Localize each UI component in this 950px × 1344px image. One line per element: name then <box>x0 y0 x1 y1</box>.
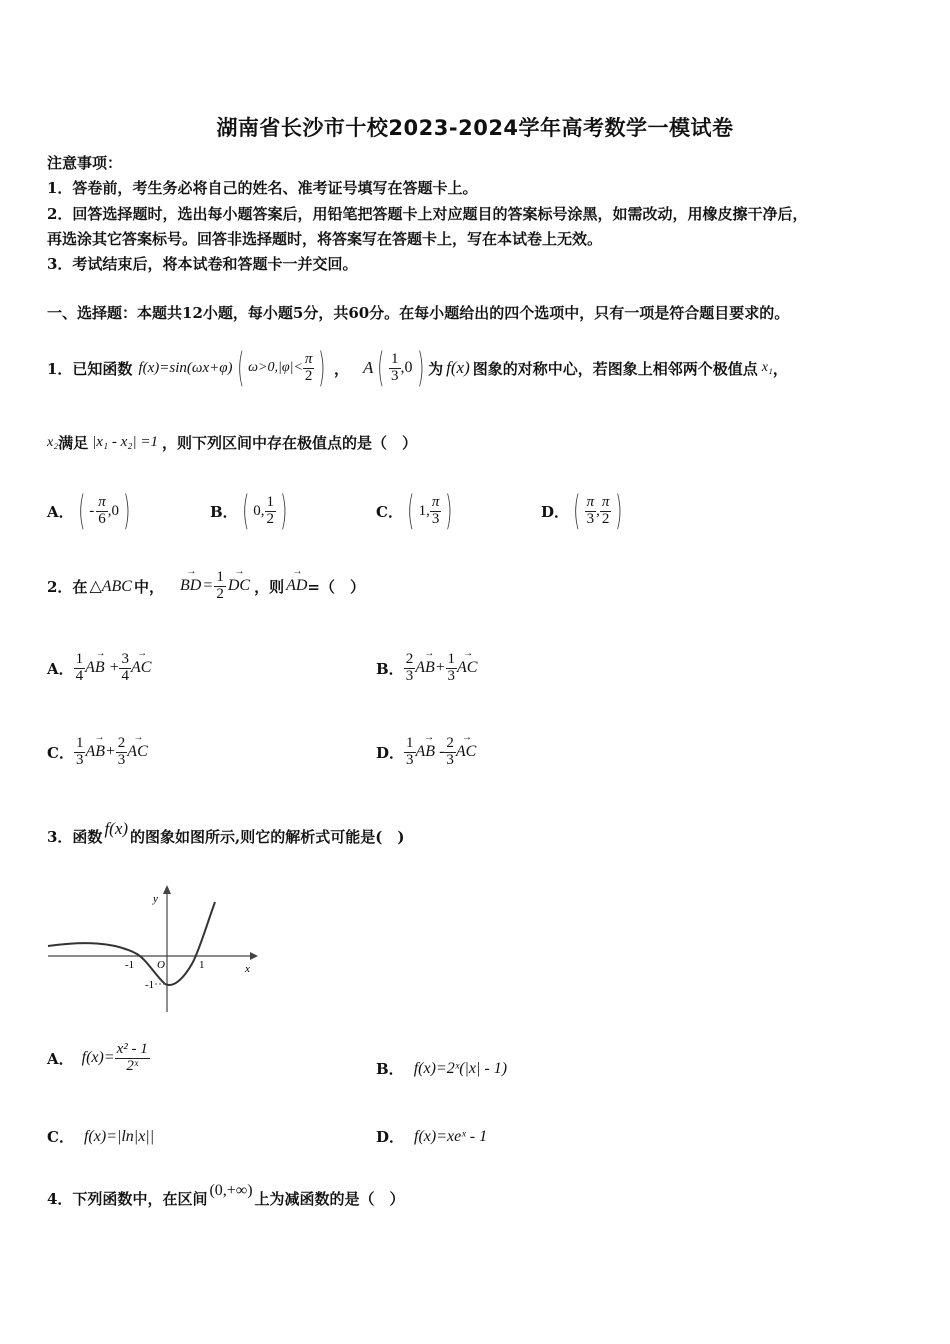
q2-a-frac2: $\frac{3}{4}$ <box>121 651 129 684</box>
q2-b-end: → AC <box>457 659 477 677</box>
q1-function: f(x)=sin(ωx+φ) <box>138 359 233 376</box>
q3-tail: 的图象如图所示,则它的解析式可能是( ) <box>130 828 405 846</box>
q1-mid2: 图象的对称中心，若图象上相邻两个极值点 <box>472 359 758 378</box>
option-label: D． <box>376 743 405 762</box>
q3-option-b[interactable] <box>376 1058 507 1079</box>
notice-item-3: 3．考试结束后，将本试卷和答题卡一并交回。 <box>47 255 358 273</box>
q1-b-frac: $\frac{1}{2}$ <box>266 493 275 527</box>
page-title: 湖南省长沙市十校2023-2024学年高考数学一模试卷 <box>216 116 734 140</box>
q2-half: $\frac{1}{2}$ <box>216 569 224 602</box>
question-1-line2 <box>47 432 417 453</box>
q1-zero: 0 <box>404 359 413 376</box>
q2-option-a[interactable] <box>47 652 151 685</box>
q1-c-frac: $\frac{\pi}{3}$ <box>431 493 440 527</box>
q2-b-op: → AB+ <box>415 659 445 677</box>
function-graph <box>45 880 265 1020</box>
question-4-line <box>47 1181 405 1209</box>
q2-lead: 2．在 <box>47 577 88 596</box>
paren-open: ( <box>236 345 244 391</box>
q3-option-a[interactable] <box>47 1042 150 1075</box>
q1-d-frac2: $\frac{\pi}{2}$ <box>601 493 610 527</box>
option-label: C． <box>47 743 74 762</box>
option-label: B． <box>376 659 404 678</box>
option-label: B． <box>210 502 238 521</box>
q3-option-c[interactable] <box>47 1126 154 1147</box>
q1-a-end: ,0 <box>107 502 120 519</box>
question-1-line1: 1．已知函数 f(x)=sin(ωx+φ) ( ω>0,|φ|< $\frac{\pi}{2}$ ) ， A ( $\frac{1}{3}$ , 0 ) 为 f(x) 图象的对称中心，若图象上相邻两个极值点 x₁ ， <box>47 345 788 391</box>
q2-bd: → BD <box>180 577 201 595</box>
q1-point-frac: $\frac{1}{3}$ <box>391 350 399 384</box>
q1-tail: ，则下列区间中存在极值点的是（ ） <box>161 434 417 452</box>
q3-a-lhs: f(x)= <box>81 1049 115 1067</box>
q3-b-expr: f(x)=2ˣ(|x| - 1) <box>413 1059 508 1077</box>
y-axis-label: y <box>153 893 158 905</box>
q1-a-minus: - <box>89 502 95 519</box>
notice-heading: 注意事项： <box>47 154 123 172</box>
notice-item-2b: 再选涂其它答案标号。回答非选择题时，将答案写在答题卡上，写在本试卷上无效。 <box>47 230 603 248</box>
option-label: A． <box>47 502 74 521</box>
q1-x1: x₁ <box>761 360 773 375</box>
q2-b-frac2: $\frac{1}{3}$ <box>447 651 456 684</box>
q2-a-frac1: $\frac{1}{4}$ <box>75 651 84 684</box>
q2-ad: → AD <box>286 577 307 595</box>
q2-option-c[interactable] <box>47 736 148 769</box>
q2-option-d[interactable] <box>376 736 476 769</box>
q1-mid: 为 <box>428 359 444 378</box>
q2-a-end: → AC <box>131 659 151 677</box>
notice-item-2a: 2．回答选择题时，选出每小题答案后，用铅笔把答题卡上对应题目的答案标号涂黑，如需改动，用橡皮擦干净后， <box>47 205 808 223</box>
paren-close: ) <box>318 345 326 391</box>
q1-x2: x₂ <box>47 434 59 450</box>
q2-tail: =（ ） <box>307 577 365 596</box>
paren-close-2: ) <box>416 345 424 391</box>
q1-fx: f(x) <box>446 358 470 377</box>
q2-c-op: → AB+ <box>85 743 115 761</box>
question-3-line <box>47 818 405 847</box>
function-curve <box>48 902 215 985</box>
q1-c-start: 1, <box>418 502 430 519</box>
q1-lead: 1．已知函数 <box>47 359 133 378</box>
tick-neg1-x: -1 <box>125 959 135 971</box>
q1-point-a: A <box>363 358 374 377</box>
q2-option-b[interactable] <box>376 652 477 685</box>
q2-d-frac2: $\frac{2}{3}$ <box>446 735 454 768</box>
q1-cond-frac: $\frac{\pi}{2}$ <box>304 350 313 384</box>
x-axis-label: x <box>245 963 250 975</box>
q2-d-op: → AB - <box>416 743 445 761</box>
option-label: B． <box>376 1060 404 1078</box>
q1-a-frac: $\frac{\pi}{6}$ <box>98 493 106 527</box>
option-label: D． <box>541 502 570 521</box>
q2-c-frac1: $\frac{1}{3}$ <box>75 735 84 768</box>
tick-neg1-y: -1 <box>145 979 155 991</box>
q3-option-d[interactable] <box>376 1126 487 1147</box>
q2-eq: = <box>203 577 213 595</box>
q1-abs-expr: |x₁ - x₂| =1 <box>92 434 158 450</box>
q4-lead: 4．下列函数中，在区间 <box>47 1190 208 1208</box>
option-label: C． <box>376 502 403 521</box>
q1-d-frac1: $\frac{\pi}{3}$ <box>586 493 595 527</box>
q2-triangle: △ABC <box>89 578 132 596</box>
y-axis-arrow <box>163 885 171 894</box>
q4-interval: (0,+∞) <box>209 1181 253 1199</box>
q2-c-end: → AC <box>127 743 147 761</box>
option-label: D． <box>376 1128 405 1146</box>
option-label: C． <box>47 1128 74 1146</box>
question-2-line <box>47 570 365 603</box>
q3-c-expr: f(x)=|ln|x|| <box>83 1127 155 1145</box>
q3-a-frac: $\frac{\text{x² - 1}}{\text{2ˣ}}$ <box>116 1041 148 1074</box>
x-axis-arrow <box>250 952 258 960</box>
q2-d-end: → AC <box>456 743 476 761</box>
q2-a-op: → AB + <box>85 659 119 677</box>
origin-label: O <box>157 959 165 971</box>
q1-b-start: 0, <box>253 502 265 519</box>
q1-condition: ω>0,|φ|< <box>248 360 303 375</box>
q2-then: ，则 <box>254 577 285 596</box>
q3-lead: 3．函数 <box>47 828 103 846</box>
q2-mid: 中， <box>133 577 164 596</box>
q1-option-a[interactable]: A． ( - $\frac{\pi}{6}$ ,0 ) <box>47 488 131 534</box>
tick-pos1-x: 1 <box>199 959 205 971</box>
q2-d-frac1: $\frac{1}{3}$ <box>406 735 414 768</box>
q2-c-frac2: $\frac{2}{3}$ <box>117 735 126 768</box>
q4-tail: 上为减函数的是（ ） <box>254 1190 405 1208</box>
q1-option-c[interactable]: C． ( 1, $\frac{\pi}{3}$ ) <box>376 488 453 534</box>
option-label: A． <box>47 659 74 678</box>
q1-mid3: 满足 <box>58 434 89 452</box>
section-heading: 一、选择题：本题共12小题，每小题5分，共60分。在每小题给出的四个选项中，只有一项是符合题目要求的。 <box>47 304 790 322</box>
q2-dc: → DC <box>228 577 250 595</box>
notice-item-1: 1．答卷前，考生务必将自己的姓名、准考证号填写在答题卡上。 <box>47 179 478 197</box>
q2-b-frac1: $\frac{2}{3}$ <box>405 651 414 684</box>
option-label: A． <box>47 1049 74 1068</box>
q3-d-expr: f(x)=xeˣ - 1 <box>414 1127 488 1145</box>
q1-d-sep: , <box>596 502 600 519</box>
q1-option-b[interactable]: B． ( 0, $\frac{1}{2}$ ) <box>210 488 288 534</box>
q1-comma: ， <box>772 359 788 378</box>
q3-fx: f(x) <box>104 818 129 838</box>
paren-open-2: ( <box>377 345 385 391</box>
q1-option-d[interactable]: D． ( $\frac{\pi}{3}$ , $\frac{\pi}{2}$ ) <box>541 488 623 534</box>
